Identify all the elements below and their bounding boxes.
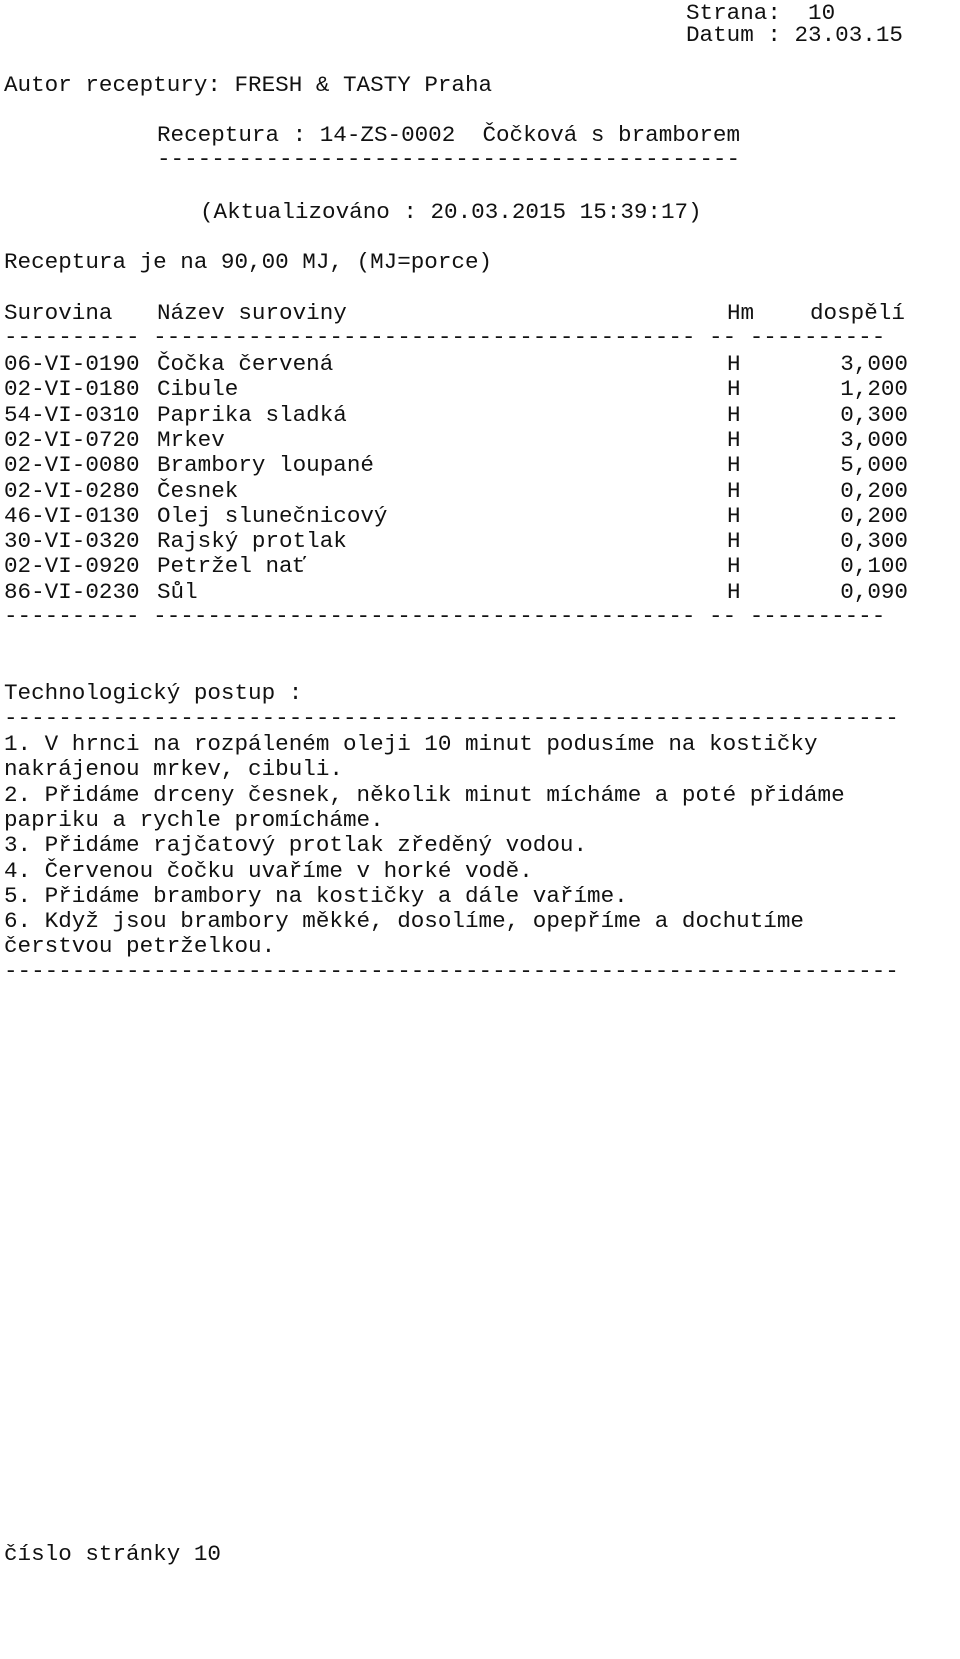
procedure-line: 1. V hrnci na rozpáleném oleji 10 minut podusíme na kostičky	[4, 731, 818, 757]
ingredient-amount: 1,200	[840, 376, 908, 403]
title-separator: -------------------------------------------	[157, 146, 741, 172]
ingredient-name: Cibule	[157, 376, 239, 403]
ingredient-name: Mrkev	[157, 426, 225, 453]
table-header-name: Název suroviny	[157, 300, 347, 326]
ingredient-code: 06-VI-0190	[4, 351, 140, 377]
author-line: Autor receptury: FRESH & TASTY Praha	[4, 72, 493, 98]
ingredient-code: 02-VI-0080	[4, 452, 140, 479]
ingredient-unit: H	[727, 477, 741, 504]
procedure-line: 3. Přidáme rajčatový protlak zředěný vodou.	[4, 832, 588, 859]
procedure-line: čerstvou petrželkou.	[4, 933, 276, 960]
ingredient-name: Petržel nať	[157, 553, 307, 580]
procedure-line: 5. Přidáme brambory na kostičky a dále vaříme.	[4, 882, 628, 909]
table-header-code: Surovina	[4, 300, 113, 326]
ingredient-code: 02-VI-0720	[4, 426, 140, 453]
ingredient-code: 02-VI-0180	[4, 376, 140, 403]
ingredient-amount: 0,090	[840, 578, 908, 605]
procedure-title: Technologický postup :	[4, 680, 303, 706]
procedure-line: 2. Přidáme drceny česnek, několik minut mícháme a poté přidáme	[4, 781, 845, 808]
procedure-line: 4. Červenou čočku uvaříme v horké vodě.	[4, 857, 533, 884]
ingredient-unit: H	[727, 376, 741, 403]
ingredient-unit: H	[727, 426, 741, 453]
table-header-separator: ---------- ---------------------------------------- -- ----------	[4, 324, 886, 350]
procedure-separator: ------------------------------------------------------------------	[4, 705, 899, 731]
ingredient-unit: H	[727, 351, 741, 377]
date-indicator: Datum : 23.03.15	[686, 22, 903, 48]
procedure-line: papriku a rychle promícháme.	[4, 806, 384, 833]
ingredient-name: Česnek	[157, 477, 239, 504]
ingredient-unit: H	[727, 528, 741, 555]
ingredient-name: Čočka červená	[157, 351, 334, 377]
ingredient-unit: H	[727, 553, 741, 580]
ingredient-amount: 0,300	[840, 528, 908, 555]
ingredient-amount: 3,000	[840, 426, 908, 453]
ingredient-amount: 0,100	[840, 553, 908, 580]
ingredient-code: 30-VI-0320	[4, 528, 140, 555]
page-indicator: Strana: 10	[686, 0, 836, 26]
ingredient-unit: H	[727, 452, 741, 479]
ingredient-amount: 0,300	[840, 401, 908, 428]
table-header-unit: Hm	[727, 300, 755, 326]
updated-timestamp: (Aktualizováno : 20.03.2015 15:39:17)	[200, 199, 702, 225]
procedure-end-separator: ------------------------------------------------------------------	[4, 958, 899, 984]
ingredient-code: 54-VI-0310	[4, 401, 140, 428]
ingredient-code: 02-VI-0920	[4, 553, 140, 580]
portion-info: Receptura je na 90,00 MJ, (MJ=porce)	[4, 249, 493, 275]
recipe-title: Receptura : 14-ZS-0002 Čočková s bramborem	[157, 122, 741, 148]
table-header-amount: dospělí	[810, 300, 905, 326]
ingredient-unit: H	[727, 502, 741, 529]
procedure-line: 6. Když jsou brambory měkké, dosolíme, opepříme a dochutíme	[4, 908, 804, 935]
ingredient-unit: H	[727, 401, 741, 428]
ingredient-amount: 3,000	[840, 351, 908, 377]
ingredient-amount: 5,000	[840, 452, 908, 479]
ingredient-code: 86-VI-0230	[4, 578, 140, 605]
footer-page-number: číslo stránky 10	[4, 1541, 221, 1567]
ingredient-amount: 0,200	[840, 502, 908, 529]
ingredient-amount: 0,200	[840, 477, 908, 504]
table-footer-separator: ---------- ---------------------------------------- -- ----------	[4, 603, 886, 629]
ingredient-code: 46-VI-0130	[4, 502, 140, 529]
ingredient-name: Paprika sladká	[157, 401, 347, 428]
ingredient-name: Olej slunečnicový	[157, 502, 388, 529]
ingredient-unit: H	[727, 578, 741, 605]
ingredient-name: Rajský protlak	[157, 528, 347, 555]
ingredient-code: 02-VI-0280	[4, 477, 140, 504]
procedure-line: nakrájenou mrkev, cibuli.	[4, 756, 343, 783]
ingredient-name: Brambory loupané	[157, 452, 374, 479]
ingredient-name: Sůl	[157, 578, 198, 605]
